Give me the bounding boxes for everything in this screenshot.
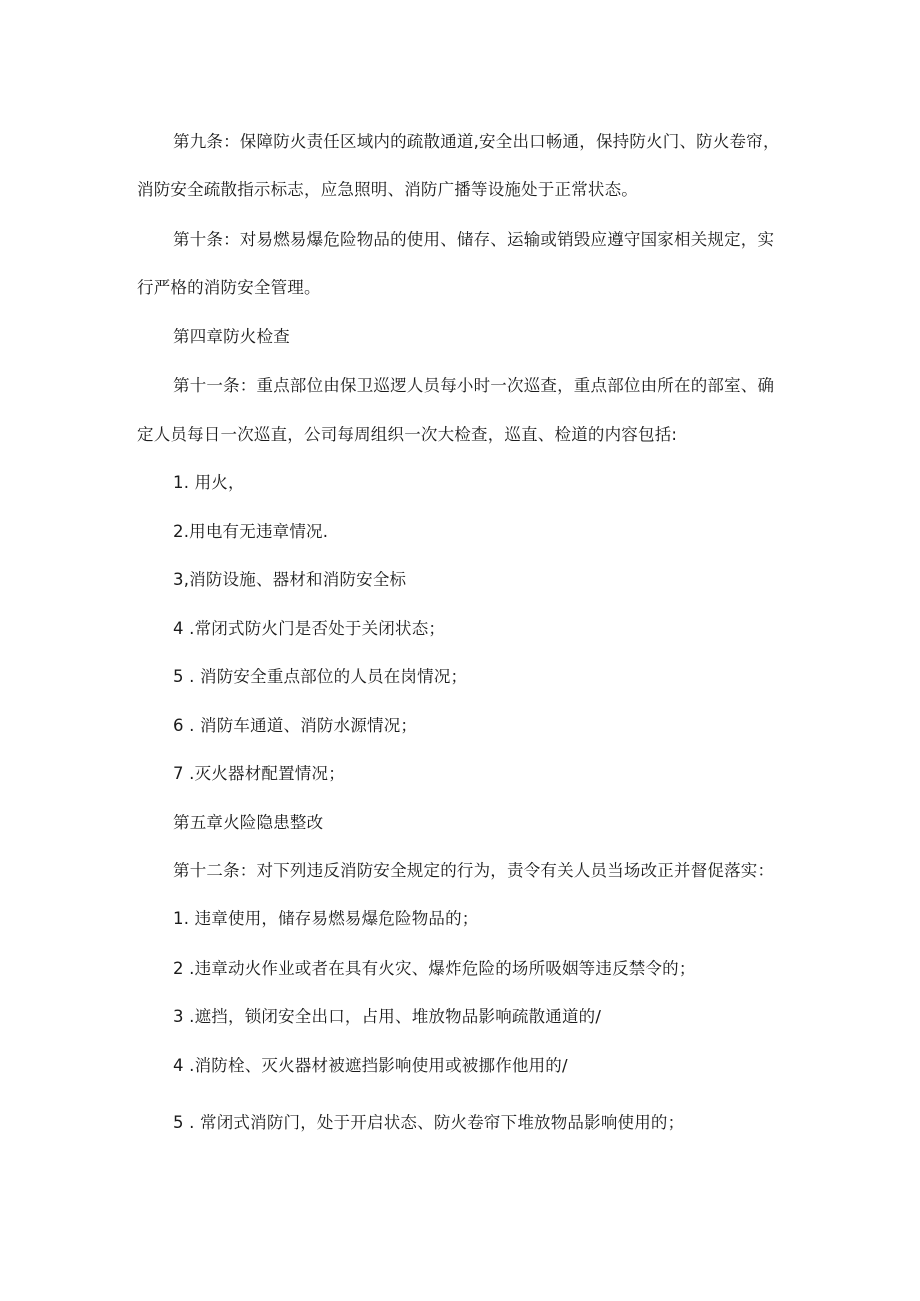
- article-12-line-1: 第十二条：对下列违反消防安全规定的行为，责令有关人员当场改正并督促落实：: [173, 861, 775, 880]
- chapter-4-heading: 第四章防火检查: [173, 327, 290, 346]
- list-item-6: 6 . 消防车通道、消防水源情况；: [173, 716, 418, 735]
- article-11-line-1: 第十一条：重点部位由保卫巡逻人员每小时一次巡查，重点部位由所在的部室、确: [173, 376, 775, 395]
- list-item-2: 2.用电有无违章情况.: [173, 522, 329, 541]
- list-item-3: 3,消防设施、器材和消防安全标: [173, 570, 407, 589]
- list-item-1: 1. 用火，: [173, 473, 245, 492]
- article-11-line-2: 定人员每日一次巡直，公司每周组织一次大检查，巡直、检道的内容包括:: [137, 425, 678, 444]
- violation-item-5: 5 . 常闭式消防门，处于开启状态、防火卷帘下堆放物品影响使用的；: [173, 1113, 685, 1132]
- violation-item-2: 2 .违章动火作业或者在具有火灾、爆炸危险的场所吸姻等违反禁令的；: [173, 959, 696, 978]
- chapter-5-heading: 第五章火险隐患整改: [173, 813, 324, 832]
- article-10-line-2: 行严格的消防安全管理。: [137, 278, 321, 297]
- violation-item-1: 1. 违章使用，储存易燃易爆危险物品的；: [173, 909, 479, 928]
- list-item-7: 7 .灭火器材配置情况；: [173, 764, 345, 783]
- violation-item-4: 4 .消防栓、灭火器材被遮挡影响使用或被挪作他用的∕: [173, 1056, 568, 1075]
- article-9-line-2: 消防安全疏散指示标志，应急照明、消防广播等设施处于正常状态。: [137, 180, 638, 199]
- list-item-5: 5 . 消防安全重点部位的人员在岗情况；: [173, 667, 468, 686]
- list-item-4: 4 .常闭式防火门是否处于关闭状态；: [173, 619, 446, 638]
- violation-item-3: 3 .遮挡，锁闭安全出口，占用、堆放物品影响疏散通道的∕: [173, 1007, 602, 1026]
- article-10-line-1: 第十条：对易燃易爆危险物品的使用、储存、运输或销毁应遵守国家相关规定，实: [173, 230, 775, 249]
- article-9-line-1: 第九条：保障防火责任区域内的疏散通道,安全出口畅通，保持防火门、防火卷帘，: [173, 132, 780, 151]
